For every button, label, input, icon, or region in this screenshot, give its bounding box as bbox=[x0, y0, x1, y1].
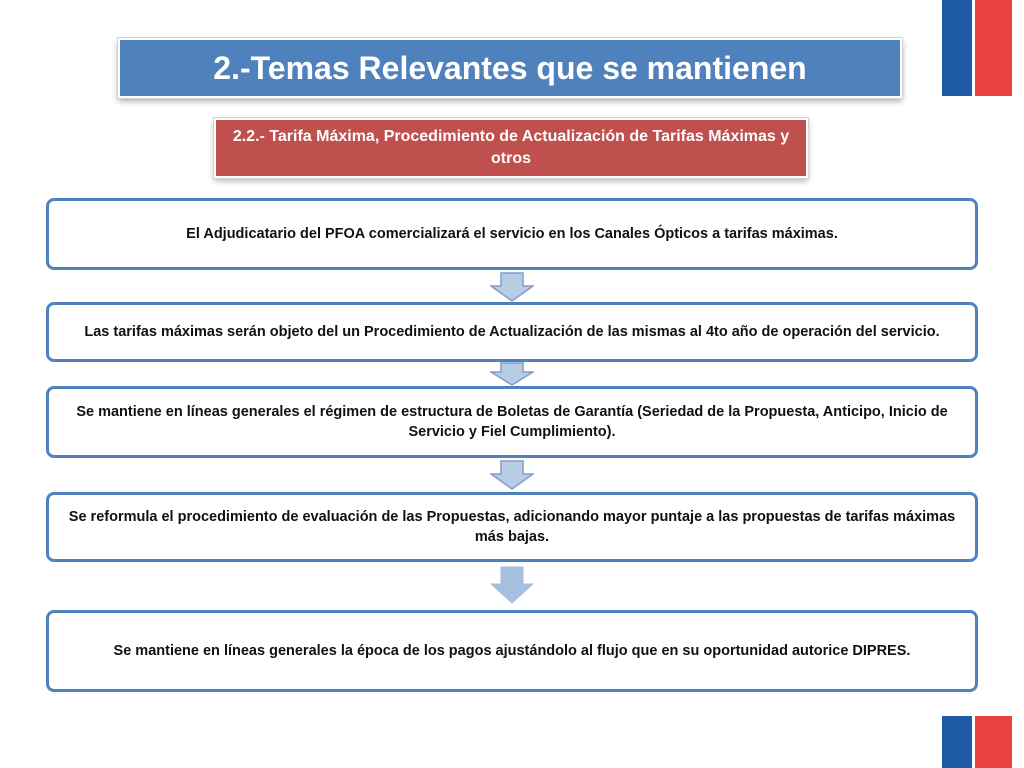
down-arrow-icon bbox=[490, 566, 534, 604]
flow-step-1: El Adjudicatario del PFOA comercializará el servicio en los Canales Ópticos a tarifas máximas. bbox=[46, 198, 978, 270]
flow-step-4: Se reformula el procedimiento de evaluación de las Propuestas, adicionando mayor puntaje a las propuestas de tarifas máximas más bajas. bbox=[46, 492, 978, 562]
flow-step-3: Se mantiene en líneas generales el régimen de estructura de Boletas de Garantía (Seriedad de la Propuesta, Anticipo, Inicio de Servicio y Fiel Cumplimiento). bbox=[46, 386, 978, 458]
slide-subtitle: 2.2.- Tarifa Máxima, Procedimiento de Actualización de Tarifas Máximas y otros bbox=[214, 118, 808, 178]
down-arrow-icon bbox=[490, 272, 534, 302]
slide-title: 2.-Temas Relevantes que se mantienen bbox=[118, 38, 902, 98]
down-arrow-icon bbox=[490, 362, 534, 386]
flag-decoration-bottom bbox=[942, 716, 1014, 768]
flow-step-2: Las tarifas máximas serán objeto del un Procedimiento de Actualización de las mismas al 4to año de operación del servicio. bbox=[46, 302, 978, 362]
flow-step-5: Se mantiene en líneas generales la época de los pagos ajustándolo al flujo que en su oportunidad autorice DIPRES. bbox=[46, 610, 978, 692]
down-arrow-icon bbox=[490, 460, 534, 490]
flag-decoration-top bbox=[942, 0, 1014, 96]
